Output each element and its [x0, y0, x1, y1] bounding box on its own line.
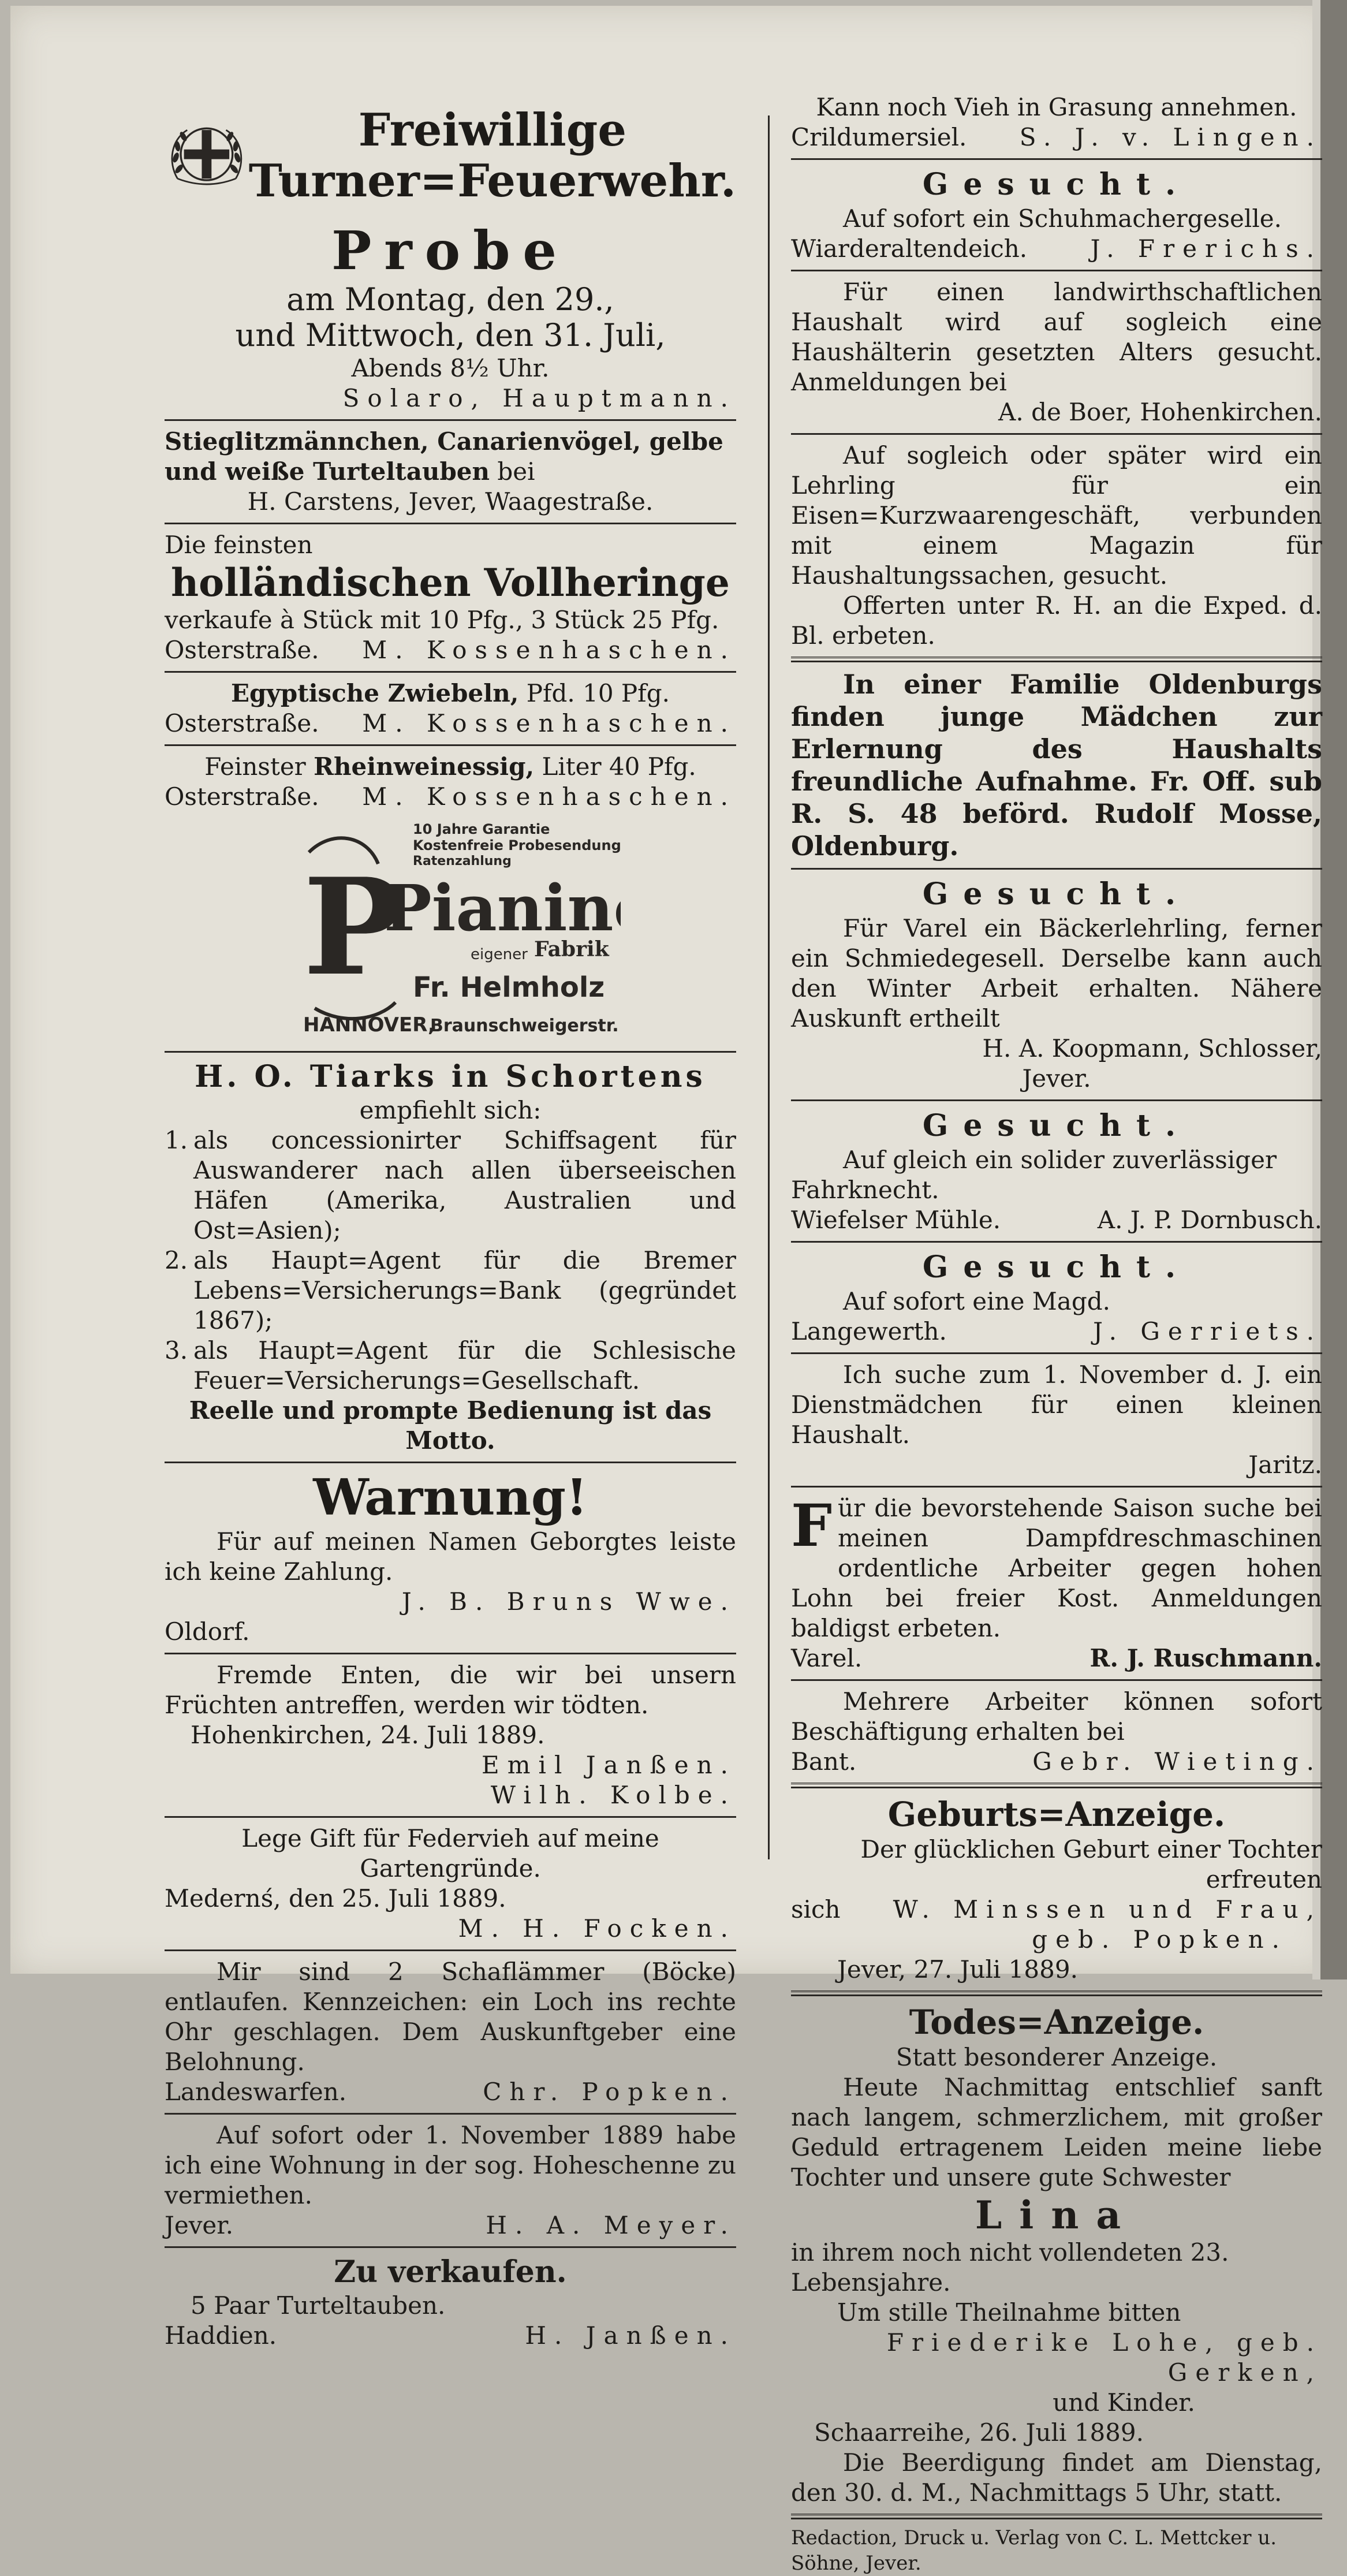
familie-text: In einer Familie Oldenburgs finden junge Mädchen zur Erlernung des Haushalts freundliche Aufnahme. Fr. Off. sub R. S. 48 beförd. Rudolf Mosse, Oldenburg. [791, 669, 1322, 862]
ad-arbeiter [791, 1687, 1322, 1777]
double-divider [791, 657, 1322, 662]
ad-familie [791, 668, 1322, 862]
tod-date: Schaarreihe, 26. Juli 1889. [814, 2418, 1144, 2447]
stieglitz-signature: H. Carstens, Jever, Waagestraße. [247, 487, 654, 516]
verkaufen-text: 5 Paar Turteltauben. [191, 2291, 446, 2320]
turner-cross-emblem-icon [165, 92, 249, 219]
ad-dienstmaedchen [791, 1360, 1322, 1480]
gesucht2-text: Für Varel ein Bäckerlehrling, ferner ein Schmiedegesell. Derselbe kann auch den Winter Arbeit erhalten. Nähere Auskunft ertheilt [791, 914, 1322, 1032]
gesucht-headline: Gesucht. [922, 877, 1191, 912]
verkaufen-signature: H. Janßen. [525, 2321, 736, 2350]
ad-haushaelterin [791, 277, 1322, 427]
tiarks-item [165, 1125, 736, 1246]
pianino-fabrik: Fabrik [534, 937, 609, 961]
wohnung-place: Jever. [165, 2211, 234, 2239]
gesucht1-text: Auf sofort ein Schuhmachergeselle. [843, 204, 1282, 233]
enten-date: Hohenkirchen, 24. Juli 1889. [191, 1721, 545, 1749]
divider [165, 1653, 736, 1654]
geburt-text: Der glücklichen Geburt einer Tochter erfreuten [860, 1835, 1322, 1893]
probe-date1: am Montag, den 29., [286, 281, 614, 318]
ad-zwiebeln [165, 679, 736, 739]
divider [791, 158, 1322, 160]
essig-text-b: Liter 40 Pfg. [542, 752, 696, 781]
pianino-line1: 10 Jahre Garantie [413, 821, 550, 837]
verkaufen-headline: Zu verkaufen. [334, 2254, 567, 2290]
haushaelterin-signature: A. de Boer, Hohenkirchen. [998, 398, 1322, 426]
essig-text-a: Feinster [204, 752, 306, 781]
dampf-initial: F [791, 1492, 832, 1560]
dampf-signature: R. J. Ruschmann. [1089, 1644, 1322, 1672]
warnung-signature: J. B. Bruns Wwe. [401, 1587, 736, 1616]
dampf-place: Varel. [791, 1644, 863, 1672]
tod-sub: Statt besonderer Anzeige. [895, 2043, 1218, 2071]
tiarks-item-number: 1. [165, 1126, 188, 1154]
divider [791, 1241, 1322, 1243]
warnung-place: Oldorf. [165, 1617, 250, 1646]
tiarks-item [165, 1246, 736, 1336]
gesucht3-place: Wiefelser Mühle. [791, 1206, 1001, 1234]
hering-lead: Die feinsten [165, 531, 313, 559]
right-column [791, 92, 1322, 2576]
divider [165, 523, 736, 524]
schaf-signature: Chr. Popken. [483, 2078, 736, 2106]
pianino-street: Braunschweigerstr. [430, 1016, 619, 1036]
ad-dampfdresch [791, 1493, 1322, 1673]
enten-signature2: Wilh. Kolbe. [490, 1781, 736, 1809]
hering-headline: holländischen Vollheringe [171, 560, 730, 605]
gift-text: Lege Gift für Federvieh auf meine Gartengründe. [241, 1824, 659, 1882]
tiarks-motto: Reelle und prompte Bedienung ist das Motto. [189, 1396, 712, 1455]
gesucht2-signature2: Jever. [1022, 1064, 1091, 1093]
geburt-signature1: W. Minssen und Frau, [893, 1895, 1322, 1923]
divider [165, 419, 736, 421]
gesucht-headline: Gesucht. [922, 167, 1191, 202]
tod-signature2: und Kinder. [1053, 2388, 1195, 2417]
gift-signature: M. H. Focken. [458, 1914, 736, 1943]
zwiebeln-street: Osterstraße. [165, 709, 319, 737]
probe-headline: Probe [331, 219, 569, 282]
pianino-initial: P [303, 849, 403, 1005]
ad-gesucht-baecker [791, 875, 1322, 1094]
vieh-text: Kann noch Vieh in Grasung annehmen. [816, 93, 1297, 121]
divider [165, 1949, 736, 1951]
tod-funeral: Die Beerdigung findet am Dienstag, den 30. d. M., Nachmittags 5 Uhr, statt. [791, 2448, 1322, 2507]
tiarks-empfiehlt: empfiehlt sich: [359, 1096, 542, 1124]
divider [791, 1099, 1322, 1101]
turner-title-line2: Turner=Feuerwehr. [248, 155, 736, 207]
ad-todesanzeige [791, 2002, 1322, 2508]
ad-geburt [791, 1794, 1322, 1985]
tiarks-headline: H. O. Tiarks in Schortens [195, 1059, 706, 1094]
tod-name: Lina [975, 2193, 1139, 2238]
pianino-line3: Ratenzahlung [413, 854, 512, 868]
probe-signature: Solaro, Hauptmann. [342, 384, 736, 412]
geburt-headline: Geburts=Anzeige. [887, 1795, 1226, 1834]
double-divider [791, 1783, 1322, 1788]
schaf-text: Mir sind 2 Schaflämmer (Böcke) entlaufen. Kennzeichen: ein Loch ins rechte Ohr geschlagen. Dem Auskunftgeber eine Belohnung. [165, 1958, 736, 2076]
ad-lehrling [791, 441, 1322, 651]
geburt-date: Jever, 27. Juli 1889. [837, 1955, 1078, 1984]
zwiebeln-text: Pfd. 10 Pfg. [526, 679, 670, 707]
divider [791, 868, 1322, 870]
page-edge-dark [1320, 0, 1347, 1979]
gesucht3-signature: A. J. P. Dornbusch. [1097, 1206, 1322, 1234]
lehrling-text: Auf sogleich oder später wird ein Lehrling für ein Eisen=Kurzwaarengeschäft, verbunden mit einem Magazin für Haushaltungssachen, gesucht. [791, 441, 1322, 590]
pianino-eigener: eigener [471, 946, 528, 963]
ad-enten [165, 1660, 736, 1810]
maedchen-text: Ich suche zum 1. November d. J. ein Dienstmädchen für einen kleinen Haushalt. [791, 1360, 1322, 1449]
wohnung-text: Auf sofort oder 1. November 1889 habe ich eine Wohnung in der sog. Hoheschenne zu vermiethen. [165, 2121, 736, 2209]
ad-vollheringe [165, 530, 736, 665]
wohnung-signature: H. A. Meyer. [486, 2211, 736, 2239]
ad-turner-feuerwehr [165, 92, 736, 413]
hering-text: verkaufe à Stück mit 10 Pfg., 3 Stück 25 Pfg. [165, 606, 719, 634]
arbeiter-place: Bant. [791, 1747, 857, 1776]
gift-date: Medernś, den 25. Juli 1889. [165, 1884, 506, 1913]
ad-schaf [165, 1957, 736, 2107]
tiarks-item-text: als concessionirter Schiffsagent für Auswanderer nach allen überseeischen Häfen (Amerika, Australien und Ost=Asien); [193, 1126, 736, 1244]
ad-gesucht-schuhmacher [791, 166, 1322, 264]
lehrling-text2: Offerten unter R. H. an die Exped. d. Bl. erbeten. [791, 591, 1322, 650]
gesucht3-text: Auf gleich ein solider zuverlässiger Fahrknecht. [791, 1146, 1277, 1204]
hering-signature: M. Kossenhaschen. [362, 636, 736, 664]
ad-rheinweinessig [165, 752, 736, 812]
enten-text: Fremde Enten, die wir bei unsern Früchten antreffen, werden wir tödten. [165, 1661, 736, 1719]
tiarks-item-text: als Haupt=Agent für die Schlesische Feuer=Versicherungs=Gesellschaft. [193, 1336, 736, 1395]
ad-wohnung [165, 2120, 736, 2241]
tod-signature1: Friederike Lohe, geb. Gerken, [886, 2328, 1322, 2387]
tiarks-item [165, 1336, 736, 1396]
arbeiter-text: Mehrere Arbeiter können sofort Beschäftigung erhalten bei [791, 1687, 1322, 1746]
dampf-text: ür die bevorstehende Saison suche bei meinen Dampfdreschmaschinen ordentliche Arbeiter gegen hohen Lohn bei freier Kost. Anmeldungen baldigst erbeten. [791, 1494, 1322, 1642]
divider [791, 1352, 1322, 1354]
pianino-word: Pianin [384, 871, 614, 945]
schaf-place: Landeswarfen. [165, 2078, 347, 2106]
ad-gift [165, 1824, 736, 1944]
probe-time: Abends 8½ Uhr. [351, 354, 550, 382]
ad-gesucht-fahrknecht [791, 1107, 1322, 1235]
divider [791, 1486, 1322, 1488]
enten-signature1: Emil Janßen. [482, 1751, 736, 1779]
double-divider [791, 1990, 1322, 1996]
divider [165, 744, 736, 746]
pianino-line2: Kostenfreie Probesendung [413, 837, 621, 853]
pianino-advertisement [297, 818, 621, 1043]
left-column [165, 92, 736, 2351]
probe-date2: und Mittwoch, den 31. Juli, [235, 317, 666, 353]
divider [791, 270, 1322, 271]
geburt-signature2: geb. Popken. [1032, 1925, 1288, 1954]
gesucht-headline: Gesucht. [922, 1250, 1191, 1285]
turner-title-line1: Freiwillige [358, 104, 626, 156]
haushaelterin-text: Für einen landwirthschaftlichen Haushalt wird auf sogleich eine Haushälterin gesetzten Alters gesucht. Anmeldungen bei [791, 278, 1322, 396]
geburt-sich: sich [791, 1895, 841, 1923]
column-divider [768, 115, 770, 1859]
divider [165, 2246, 736, 2248]
imprint-footer: Redaction, Druck u. Verlag von C. L. Mettcker u. Söhne, Jever. [791, 2526, 1277, 2575]
warnung-text: Für auf meinen Namen Geborgtes leiste ich keine Zahlung. [165, 1527, 736, 1586]
gesucht4-place: Langewerth. [791, 1317, 947, 1345]
divider [165, 2113, 736, 2115]
divider [165, 1462, 736, 1463]
vieh-place: Crildumersiel. [791, 123, 967, 151]
gesucht4-signature: J. Gerriets. [1093, 1317, 1322, 1345]
verkaufen-place: Haddien. [165, 2321, 277, 2350]
hering-street: Osterstraße. [165, 636, 319, 664]
vieh-signature: S. J. v. Lingen. [1019, 123, 1322, 151]
ad-tiarks [165, 1058, 736, 1456]
stieglitz-text2b: bei [497, 457, 535, 486]
tiarks-item-number: 3. [165, 1336, 188, 1365]
maedchen-signature: Jaritz. [1248, 1451, 1322, 1479]
stieglitz-text1: Stieglitzmännchen, Canarienvögel, gelbe [165, 427, 723, 456]
gesucht2-signature1: H. A. Koopmann, Schlosser, [982, 1034, 1322, 1063]
tod-text: Heute Nachmittag entschlief sanft nach langem, schmerzlichem, mit großer Geduld ertragenem Leiden meine liebe Tochter und unsere gute Schwester [791, 2073, 1322, 2191]
tod-text2: in ihrem noch nicht vollendeten 23. Lebensjahre. [791, 2238, 1229, 2297]
pianino-maker: Fr. Helmholz [413, 971, 605, 1004]
divider [165, 1816, 736, 1818]
tod-bitten: Um stille Theilnahme bitten [837, 2298, 1181, 2327]
ad-verkaufen [165, 2254, 736, 2351]
ad-gesucht-magd [791, 1248, 1322, 1347]
divider [791, 1679, 1322, 1681]
ad-stieglitz [165, 427, 736, 517]
divider [165, 1051, 736, 1053]
gesucht-headline: Gesucht. [922, 1108, 1191, 1143]
ad-warnung [165, 1469, 736, 1647]
divider [165, 671, 736, 673]
zwiebeln-signature: M. Kossenhaschen. [362, 709, 736, 737]
pianino-city: HANNOVER, [303, 1013, 435, 1037]
essig-street: Osterstraße. [165, 782, 319, 811]
turner-title-block [249, 105, 736, 207]
ad-vieh [791, 92, 1322, 152]
tiarks-item-number: 2. [165, 1246, 188, 1274]
essig-signature: M. Kossenhaschen. [362, 782, 736, 811]
tiarks-item-text: als Haupt=Agent für die Bremer Lebens=Versicherungs=Bank (gegründet 1867); [193, 1246, 736, 1334]
essig-bold: Rheinweinessig, [314, 752, 535, 781]
stieglitz-text2a: und weiße Turteltauben [165, 457, 490, 486]
gesucht4-text: Auf sofort eine Magd. [843, 1287, 1110, 1315]
gesucht1-place: Wiarderaltendeich. [791, 234, 1028, 263]
arbeiter-signature: Gebr. Wieting. [1032, 1747, 1322, 1776]
double-divider [791, 2514, 1322, 2519]
gesucht1-signature: J. Frerichs. [1090, 234, 1322, 263]
divider [791, 433, 1322, 435]
tod-headline: Todes=Anzeige. [909, 2003, 1204, 2042]
warnung-headline: Warnung! [313, 1468, 588, 1527]
zwiebeln-bold: Egyptische Zwiebeln, [231, 679, 519, 707]
